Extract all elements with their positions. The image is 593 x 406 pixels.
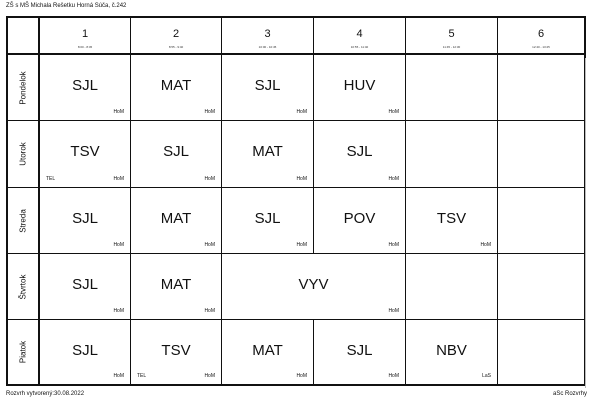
- room: TEL: [137, 373, 147, 379]
- period-time: 8:55 - 9:40: [168, 45, 184, 49]
- subject: TSV: [436, 210, 467, 227]
- lesson-cell[interactable]: [222, 121, 314, 188]
- lesson-cell[interactable]: [222, 188, 314, 254]
- subject: SJL: [254, 77, 281, 94]
- teacher: HoM: [113, 242, 124, 248]
- lesson-cell[interactable]: [131, 188, 222, 254]
- day-label-friday: [8, 320, 40, 384]
- lesson-cell[interactable]: [222, 320, 314, 384]
- subject: TSV: [161, 342, 191, 359]
- teacher: HoM: [296, 109, 307, 115]
- empty-cell: [498, 121, 584, 188]
- subject: SJL: [72, 342, 98, 359]
- subject: MAT: [160, 77, 192, 94]
- lesson-cell[interactable]: [131, 320, 222, 384]
- empty-cell: [498, 188, 584, 254]
- teacher: HoM: [204, 109, 215, 115]
- subject: SJL: [346, 342, 373, 359]
- teacher: HoM: [296, 242, 307, 248]
- teacher: HoM: [113, 109, 124, 115]
- lesson-cell[interactable]: [314, 320, 406, 384]
- period-number: 3: [264, 28, 271, 40]
- timetable-corner: [8, 18, 40, 55]
- subject: MAT: [160, 276, 192, 293]
- period-time: 10:55 - 11:40: [350, 45, 369, 49]
- subject: SJL: [254, 210, 281, 227]
- day-name: Piatok: [18, 340, 28, 364]
- teacher: HoM: [204, 308, 215, 314]
- lesson-cell[interactable]: [406, 320, 498, 384]
- teacher: HoM: [296, 176, 307, 182]
- subject: NBV: [436, 342, 467, 359]
- subject: SJL: [346, 143, 373, 160]
- day-label-thursday: [8, 254, 40, 320]
- period-header-6: [498, 18, 584, 55]
- lesson-cell[interactable]: [40, 55, 131, 121]
- created-date: Rozvrh vytvorený:30.08.2022: [6, 391, 85, 397]
- subject: SJL: [72, 276, 98, 293]
- subject: SJL: [163, 143, 189, 160]
- app-credit: aSc Rozvrhy: [552, 391, 587, 397]
- period-number: 6: [537, 28, 545, 40]
- lesson-cell-double[interactable]: [222, 254, 406, 320]
- lesson-cell[interactable]: [406, 188, 498, 254]
- teacher: HoM: [388, 176, 399, 182]
- lesson-cell[interactable]: [131, 55, 222, 121]
- day-name: Pondelok: [18, 70, 28, 105]
- teacher: HoM: [388, 109, 399, 115]
- room: TEL: [46, 176, 56, 182]
- subject: POV: [343, 210, 376, 227]
- subject: HUV: [343, 77, 376, 94]
- subject: MAT: [252, 143, 283, 160]
- teacher: HoM: [388, 242, 399, 248]
- teacher: HoM: [296, 373, 307, 379]
- lesson-cell[interactable]: [314, 188, 406, 254]
- empty-cell: [498, 55, 584, 121]
- period-time: 10:00 - 10:45: [258, 45, 277, 49]
- day-name: Utorok: [18, 142, 28, 166]
- lesson-cell[interactable]: [131, 121, 222, 188]
- period-time: 11:45 - 12:30: [442, 45, 461, 49]
- day-name: Štvrtok: [18, 274, 28, 299]
- period-number: 1: [81, 28, 89, 40]
- teacher: HoM: [480, 242, 491, 248]
- empty-cell: [498, 320, 584, 384]
- school-header: ZŠ s MŠ Michala Rešetku Horná Súča, č.242: [6, 3, 127, 9]
- day-label-monday: [8, 55, 40, 121]
- teacher: HoM: [204, 373, 215, 379]
- empty-cell: [498, 254, 584, 320]
- lesson-cell[interactable]: [40, 121, 131, 188]
- subject: SJL: [72, 77, 98, 94]
- period-header-3: [222, 18, 314, 55]
- subject: MAT: [160, 210, 192, 227]
- lesson-cell[interactable]: [131, 254, 222, 320]
- period-header-5: [406, 18, 498, 55]
- subject: MAT: [252, 342, 283, 359]
- lesson-cell[interactable]: [222, 55, 314, 121]
- teacher: HoM: [113, 176, 124, 182]
- teacher: HoM: [388, 308, 399, 314]
- lesson-cell[interactable]: [40, 320, 131, 384]
- lesson-cell[interactable]: [40, 254, 131, 320]
- lesson-cell[interactable]: [40, 188, 131, 254]
- day-label-wednesday: [8, 188, 40, 254]
- period-header-1: [40, 18, 131, 55]
- teacher: HoM: [204, 176, 215, 182]
- period-time: 12:40 - 13:25: [532, 45, 550, 49]
- period-header-2: [131, 18, 222, 55]
- teacher: LaS: [482, 373, 491, 379]
- subject: VYV: [298, 276, 329, 293]
- period-number: 2: [172, 28, 180, 40]
- teacher: HoM: [204, 242, 215, 248]
- period-number: 4: [356, 28, 363, 40]
- period-number: 5: [448, 28, 455, 40]
- subject: SJL: [72, 210, 98, 227]
- day-label-tuesday: [8, 121, 40, 188]
- day-name: Streda: [18, 208, 28, 233]
- teacher: HoM: [388, 373, 399, 379]
- empty-cell: [406, 254, 498, 320]
- empty-cell: [406, 55, 498, 121]
- teacher: HoM: [113, 308, 124, 314]
- lesson-cell[interactable]: [314, 55, 406, 121]
- timetable-grid: [6, 16, 586, 386]
- period-header-4: [314, 18, 406, 55]
- teacher: HoM: [113, 373, 124, 379]
- page-edge-marks: [585, 58, 591, 388]
- period-time: 8:00 - 8:45: [77, 45, 93, 49]
- lesson-cell[interactable]: [314, 121, 406, 188]
- empty-cell: [406, 121, 498, 188]
- subject: TSV: [70, 143, 100, 160]
